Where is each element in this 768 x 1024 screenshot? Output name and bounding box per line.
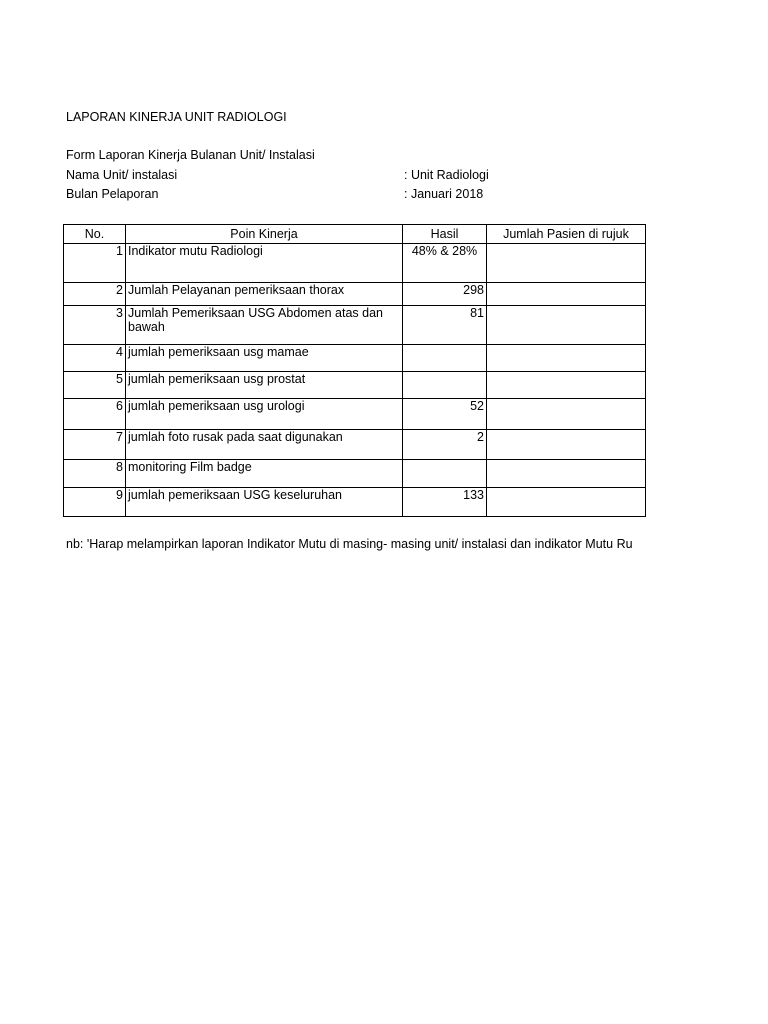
row-no: 1: [64, 244, 126, 283]
row-rujuk: [487, 244, 646, 283]
row-no: 4: [64, 345, 126, 372]
row-rujuk: [487, 488, 646, 517]
header-hasil: Hasil: [403, 225, 487, 244]
row-hasil: 81: [403, 306, 487, 345]
table-row: [64, 399, 646, 430]
row-poin: jumlah pemeriksaan usg mamae: [126, 345, 403, 372]
table-row: [64, 306, 646, 345]
row-hasil: [403, 460, 487, 488]
row-no: 9: [64, 488, 126, 517]
row-rujuk: [487, 283, 646, 306]
row-no: 5: [64, 372, 126, 399]
form-title: Form Laporan Kinerja Bulanan Unit/ Instalasi: [66, 148, 315, 162]
row-poin: monitoring Film badge: [126, 460, 403, 488]
report-title: LAPORAN KINERJA UNIT RADIOLOGI: [66, 110, 287, 124]
row-hasil: 48% & 28%: [403, 244, 487, 283]
table-row: [64, 244, 646, 283]
header-no: No.: [64, 225, 126, 244]
table-row: [64, 283, 646, 306]
row-no: 2: [64, 283, 126, 306]
row-no: 3: [64, 306, 126, 345]
row-rujuk: [487, 430, 646, 460]
unit-value: : Unit Radiologi: [404, 168, 489, 182]
row-poin: jumlah pemeriksaan usg urologi: [126, 399, 403, 430]
row-hasil: 133: [403, 488, 487, 517]
row-hasil: [403, 372, 487, 399]
table-header-row: [64, 225, 646, 244]
row-hasil: 298: [403, 283, 487, 306]
footnote: nb: 'Harap melampirkan laporan Indikator Mutu di masing- masing unit/ instalasi dan indikator Mutu Ru: [66, 537, 633, 551]
row-no: 8: [64, 460, 126, 488]
row-poin: Indikator mutu Radiologi: [126, 244, 403, 283]
row-hasil: 2: [403, 430, 487, 460]
header-jumlah-rujuk: Jumlah Pasien di rujuk: [487, 225, 646, 244]
row-poin: Jumlah Pemeriksaan USG Abdomen atas dan bawah: [126, 306, 403, 345]
row-hasil: [403, 345, 487, 372]
table-row: [64, 345, 646, 372]
table-row: [64, 430, 646, 460]
row-no: 6: [64, 399, 126, 430]
table-row: [64, 488, 646, 517]
unit-label: Nama Unit/ instalasi: [66, 168, 178, 182]
table-row: [64, 372, 646, 399]
row-rujuk: [487, 460, 646, 488]
row-poin: jumlah foto rusak pada saat digunakan: [126, 430, 403, 460]
period-label: Bulan Pelaporan: [66, 187, 159, 201]
kinerja-table: [63, 224, 646, 517]
row-hasil: 52: [403, 399, 487, 430]
row-poin: Jumlah Pelayanan pemeriksaan thorax: [126, 283, 403, 306]
row-poin: jumlah pemeriksaan USG keseluruhan: [126, 488, 403, 517]
row-no: 7: [64, 430, 126, 460]
row-rujuk: [487, 306, 646, 345]
table-row: [64, 460, 646, 488]
period-value: : Januari 2018: [404, 187, 484, 201]
row-poin: jumlah pemeriksaan usg prostat: [126, 372, 403, 399]
header-poin-kinerja: Poin Kinerja: [126, 225, 403, 244]
row-rujuk: [487, 399, 646, 430]
row-rujuk: [487, 345, 646, 372]
row-rujuk: [487, 372, 646, 399]
